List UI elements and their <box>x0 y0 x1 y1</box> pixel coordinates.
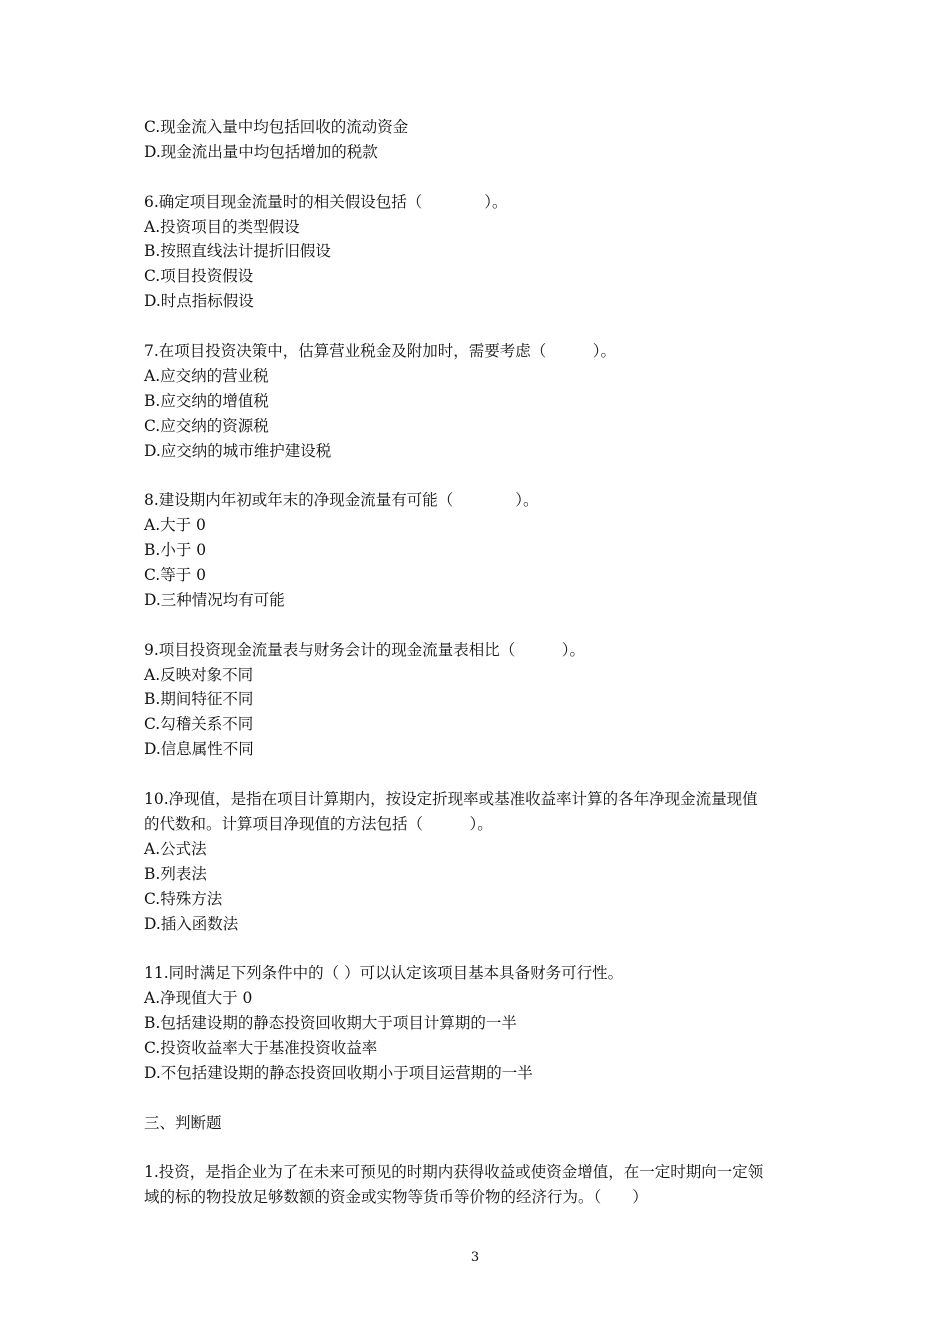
question-8-option-c: C.等于 0 <box>144 566 207 585</box>
question-6-option-c: C.项目投资假设 <box>144 267 254 286</box>
question-7-option-c: C.应交纳的资源税 <box>144 416 269 435</box>
question-9: 9.项目投资现金流量表与财务会计的现金流量表相比（ ）。 <box>144 640 586 659</box>
question-11-option-b: B.包括建设期的静态投资回收期大于项目计算期的一半 <box>144 1014 517 1033</box>
question-7-option-d: D.应交纳的城市维护建设税 <box>144 441 332 460</box>
question-8-option-b: B.小于 0 <box>144 541 207 560</box>
question-10-option-c: C.特殊方法 <box>144 889 223 908</box>
question-6-option-a: A.投资项目的类型假设 <box>144 217 300 236</box>
question-10-line-2: 的代数和。计算项目净现值的方法包括（ ）。 <box>144 814 493 833</box>
page-number: 3 <box>470 1250 480 1265</box>
question-6-option-b: B.按照直线法计提折旧假设 <box>144 242 331 261</box>
document-body <box>144 115 824 1210</box>
question-8-option-d: D.三种情况均有可能 <box>144 590 285 609</box>
spacer <box>144 936 824 961</box>
question-10-option-a: A.公式法 <box>144 839 207 858</box>
spacer <box>144 314 824 339</box>
question-8: 8.建设期内年初或年末的净现金流量有可能（ ）。 <box>144 491 539 510</box>
option-d: D.现金流出量中均包括增加的税款 <box>144 142 378 161</box>
question-6: 6.确定项目现金流量时的相关假设包括（ ）。 <box>144 192 508 211</box>
question-7: 7.在项目投资决策中，估算营业税金及附加时，需要考虑（ ）。 <box>144 342 617 361</box>
question-7-option-b: B.应交纳的增值税 <box>144 391 269 410</box>
spacer <box>144 165 824 190</box>
spacer <box>144 1086 824 1111</box>
spacer <box>144 613 824 638</box>
question-9-option-d: D.信息属性不同 <box>144 740 254 759</box>
question-11-option-c: C.投资收益率大于基准投资收益率 <box>144 1038 378 1057</box>
question-11: 11.同时满足下列条件中的（ ）可以认定该项目基本具备财务可行性。 <box>144 964 624 983</box>
question-7-option-a: A.应交纳的营业税 <box>144 366 269 385</box>
question-8-option-a: A.大于 0 <box>144 516 206 535</box>
judgment-1-line-1: 1.投资，是指企业为了在未来可预见的时期内获得收益或使资金增值，在一定时期向一定领 <box>144 1163 764 1182</box>
question-6-option-d: D.时点指标假设 <box>144 292 254 311</box>
question-9-option-b: B.期间特征不同 <box>144 690 254 709</box>
option-c: C.现金流入量中均包括回收的流动资金 <box>144 118 409 136</box>
question-10-line-1: 10.净现值，是指在项目计算期内，按设定折现率或基准收益率计算的各年净现金流量现值 <box>144 790 758 809</box>
spacer <box>144 762 824 787</box>
question-9-option-c: C.勾稽关系不同 <box>144 715 254 734</box>
judgment-1-line-2: 域的标的物投放足够数额的资金或实物等货币等价物的经济行为。（ ） <box>144 1188 648 1207</box>
question-9-option-a: A.反映对象不同 <box>144 665 254 684</box>
question-10-option-d: D.插入函数法 <box>144 914 239 933</box>
question-10-option-b: B.列表法 <box>144 864 207 883</box>
question-11-option-a: A.净现值大于 0 <box>144 989 253 1008</box>
section-heading: 三、判断题 <box>144 1113 222 1132</box>
spacer <box>144 463 824 488</box>
question-11-option-d: D.不包括建设期的静态投资回收期小于项目运营期的一半 <box>144 1063 533 1082</box>
spacer <box>144 1136 824 1161</box>
